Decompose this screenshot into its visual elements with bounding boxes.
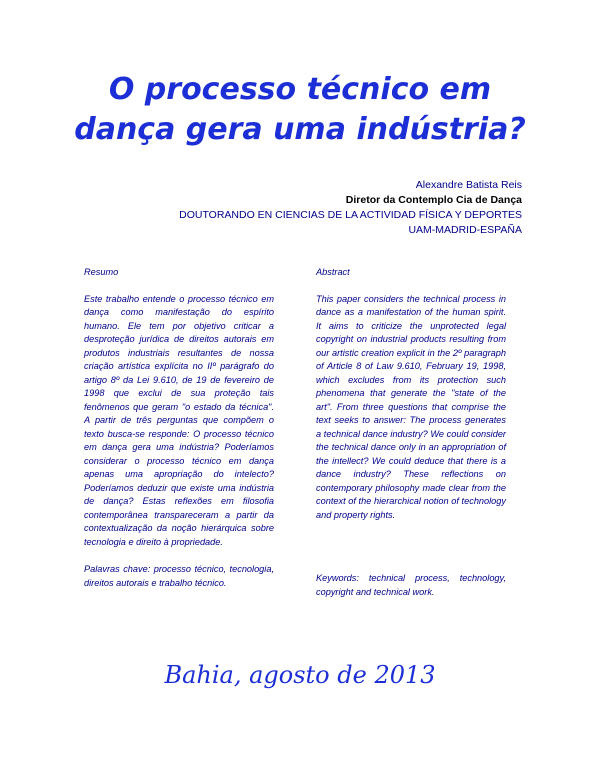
author-block bbox=[102, 178, 522, 238]
abstract-column bbox=[316, 266, 506, 597]
resumo-keywords: Palavras chave: processo técnico, tecnologia, direitos autorais e trabalho técnico. bbox=[84, 564, 274, 588]
abstract-body: This paper considers the technical process in dance as a manifestation of the human spirit. It aims to criticize the unprotected legal copyright on industrial products resulting from our artistic creation explicit in the 2º paragraph of Article 8 of Law 9.610, February 19, 1998, which excludes from its protection such phenomena that generate the "state of the art". From three questions that comprise the text seeks to answer: The process generates a technical dance industry? We could consider the technical dance only in an appropriation of the intellect? We could deduce that there is a dance industry? These reflections on contemporary philosophy made clear from the context of the hierarchical notion of technology and property rights. bbox=[316, 293, 506, 520]
document-title bbox=[60, 70, 540, 150]
author-role: Diretor da Contemplo Cia de Dança bbox=[345, 194, 522, 206]
abstract-keywords: Keywords: technical process, technology, copyright and technical work. bbox=[316, 573, 506, 597]
resumo-heading: Resumo bbox=[84, 267, 119, 277]
resumo-body: Este trabalho entende o processo técnico em dança como manifestação do espírito humano. Ele tem por objetivo criticar a desproteção jurídica de direitos autorais em produtos industriais resultantes de nossa criação artística explícita no IIº parágrafo do artigo 8º da Lei 9.610, de 19 de fevereiro de 1998 que exclui de sua proteção tais fenômenos que geram "o estado da técnica". A partir de três perguntas que compõem o texto busca-se responde: O processo técnico em dança gera uma indústria? Poderíamos considerar o processo técnico em dança apenas uma apropriação do intelecto? Poderíamos deduzir que existe uma indústria de dança? Estas reflexões em filosofia contemporânea transpareceram a partir da contextualização da noção hierárquica sobre tecnologia e direito à propriedade. bbox=[84, 293, 274, 547]
title-line-1: O processo técnico em bbox=[108, 72, 492, 107]
resumo-column bbox=[84, 266, 274, 590]
author-name: Alexandre Batista Reis bbox=[415, 179, 522, 191]
author-institution: UAM-MADRID-ESPAÑA bbox=[408, 224, 522, 236]
abstract-heading: Abstract bbox=[316, 267, 350, 277]
title-line-2: dança gera uma indústria? bbox=[74, 112, 526, 147]
author-degree: DOUTORANDO EN CIENCIAS DE LA ACTIVIDAD FÍSICA Y DEPORTES bbox=[179, 209, 522, 221]
place-date-footer: Bahia, agosto de 2013 bbox=[164, 661, 436, 689]
